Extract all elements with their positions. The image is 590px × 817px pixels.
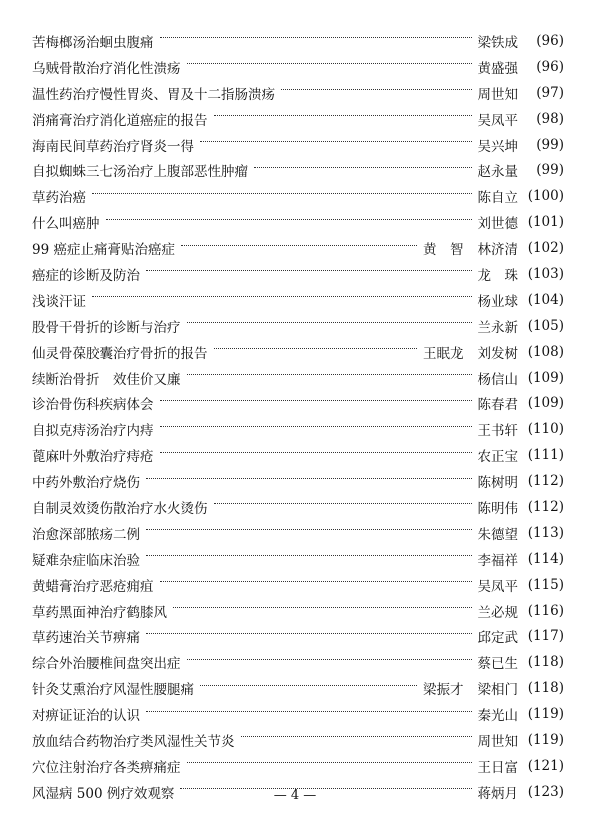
toc-entry <box>32 442 564 468</box>
toc-entry <box>32 313 564 339</box>
dot-leader <box>187 762 472 763</box>
entry-title: 草药黑面神治疗鹤膝风 <box>32 604 167 621</box>
entry-title: 疑难杂症临床治验 <box>32 552 140 569</box>
entry-title: 海南民间草药治疗肾炎一得 <box>32 138 194 155</box>
toc-entry <box>32 572 564 598</box>
entry-title: 苦梅榔汤治蛔虫腹痛 <box>32 34 154 51</box>
dot-leader <box>241 736 472 737</box>
entry-page: (121) <box>527 757 564 774</box>
table-of-contents <box>32 28 564 805</box>
toc-entry <box>32 132 564 158</box>
dot-leader <box>160 581 472 582</box>
entry-title: 99 癌症止痛膏贴治癌症 <box>32 242 175 259</box>
dot-leader <box>281 89 472 90</box>
dot-leader <box>187 374 472 375</box>
entry-author: 吴凤平 <box>477 578 518 595</box>
entry-title: 黄蜡膏治疗恶疮痈疽 <box>32 578 154 595</box>
toc-entry <box>32 339 564 365</box>
entry-page: (110) <box>527 421 564 438</box>
dot-leader <box>160 400 472 401</box>
entry-author: 周世知 <box>477 86 518 103</box>
entry-coauthor: 黄 智 <box>423 242 464 259</box>
entry-title: 浅谈汗证 <box>32 293 86 310</box>
entry-page: (103) <box>527 265 564 282</box>
dot-leader <box>214 115 472 116</box>
entry-page: (119) <box>527 706 564 723</box>
entry-page: (118) <box>527 654 564 671</box>
entry-author: 吴兴坤 <box>477 138 518 155</box>
entry-author: 兰必规 <box>477 604 518 621</box>
entry-page: (118) <box>527 680 564 697</box>
entry-author: 农正宝 <box>477 449 518 466</box>
entry-title: 针灸艾熏治疗风湿性腰腿痛 <box>32 682 194 699</box>
entry-title: 续断治骨折 效佳价又廉 <box>32 371 181 388</box>
entry-author: 朱德望 <box>477 526 518 543</box>
dot-leader <box>214 348 418 349</box>
entry-page: (98) <box>536 110 564 127</box>
entry-author: 黄盛强 <box>477 60 518 77</box>
dot-leader <box>160 426 472 427</box>
dot-leader <box>173 607 472 608</box>
toc-entry <box>32 106 564 132</box>
toc-entry <box>32 157 564 183</box>
entry-page: (100) <box>527 188 564 205</box>
toc-entry <box>32 261 564 287</box>
dot-leader <box>106 219 472 220</box>
entry-title: 综合外治腰椎间盘突出症 <box>32 656 181 673</box>
toc-entry <box>32 494 564 520</box>
toc-entry <box>32 365 564 391</box>
page-number: — 4 — <box>273 788 317 803</box>
toc-entry <box>32 623 564 649</box>
entry-title: 自制灵效烫伤散治疗水火烫伤 <box>32 500 208 517</box>
entry-author: 杨业球 <box>477 293 518 310</box>
entry-page: (119) <box>527 731 564 748</box>
entry-author: 赵永量 <box>477 164 518 181</box>
entry-author: 林济清 <box>477 242 518 259</box>
dot-leader <box>92 296 472 297</box>
dot-leader <box>146 529 472 530</box>
entry-author: 梁铁成 <box>477 34 518 51</box>
entry-title: 风湿病 500 例疗效观察 <box>32 785 175 802</box>
entry-author: 蔡已生 <box>477 656 518 673</box>
entry-title: 乌贼骨散治疗消化性溃疡 <box>32 60 181 77</box>
dot-leader <box>146 478 472 479</box>
toc-entry <box>32 675 564 701</box>
dot-leader <box>254 167 472 168</box>
dot-leader <box>187 322 472 323</box>
toc-entry <box>32 235 564 261</box>
entry-title: 消痛膏治疗消化道癌症的报告 <box>32 112 208 129</box>
entry-title: 诊治骨伤科疾病体会 <box>32 397 154 414</box>
toc-entry <box>32 28 564 54</box>
entry-title: 蓖麻叶外敷治疗痔疮 <box>32 449 154 466</box>
entry-author: 蒋炳月 <box>477 785 518 802</box>
entry-author: 刘世德 <box>477 216 518 233</box>
entry-title: 放血结合药物治疗类风湿性关节炎 <box>32 733 235 750</box>
entry-title: 什么叫癌肿 <box>32 216 100 233</box>
toc-entry <box>32 546 564 572</box>
dot-leader <box>146 555 472 556</box>
entry-author: 邱定武 <box>477 630 518 647</box>
entry-page: (112) <box>527 473 564 490</box>
toc-entry <box>32 649 564 675</box>
entry-title: 草药治癌 <box>32 190 86 207</box>
dot-leader <box>160 37 472 38</box>
entry-title: 对痹证证治的认识 <box>32 708 140 725</box>
entry-page: (109) <box>527 395 564 412</box>
dot-leader <box>146 270 472 271</box>
entry-coauthor: 梁振才 <box>423 682 464 699</box>
entry-page: (99) <box>536 136 564 153</box>
entry-page: (96) <box>536 32 564 49</box>
entry-page: (99) <box>536 162 564 179</box>
entry-author: 刘发树 <box>477 345 518 362</box>
toc-entry <box>32 598 564 624</box>
entry-author: 王日富 <box>477 759 518 776</box>
toc-entry <box>32 416 564 442</box>
entry-page: (109) <box>527 369 564 386</box>
dot-leader <box>187 659 472 660</box>
dot-leader <box>214 503 472 504</box>
dot-leader <box>160 452 472 453</box>
entry-page: (113) <box>527 524 564 541</box>
entry-author: 兰永新 <box>477 319 518 336</box>
entry-page: (105) <box>527 317 564 334</box>
entry-title: 自拟蜘蛛三七汤治疗上腹部恶性肿瘤 <box>32 164 248 181</box>
toc-entry <box>32 520 564 546</box>
dot-leader <box>200 685 417 686</box>
entry-page: (97) <box>536 84 564 101</box>
entry-author: 秦光山 <box>477 708 518 725</box>
entry-title: 股骨干骨折的诊断与治疗 <box>32 319 181 336</box>
entry-title: 穴位注射治疗各类痹痛症 <box>32 759 181 776</box>
toc-entry <box>32 390 564 416</box>
entry-page: (102) <box>527 240 564 257</box>
toc-entry <box>32 80 564 106</box>
toc-entry <box>32 468 564 494</box>
entry-author: 杨信山 <box>477 371 518 388</box>
entry-page: (112) <box>527 498 564 515</box>
entry-page: (104) <box>527 291 564 308</box>
dot-leader <box>146 633 472 634</box>
entry-author: 陈明伟 <box>477 500 518 517</box>
dot-leader <box>187 63 472 64</box>
dot-leader <box>200 141 472 142</box>
toc-entry <box>32 701 564 727</box>
entry-author: 龙 珠 <box>477 267 518 284</box>
entry-author: 王书轩 <box>477 423 518 440</box>
entry-page: (108) <box>527 343 564 360</box>
dot-leader <box>146 711 472 712</box>
toc-entry <box>32 209 564 235</box>
entry-page: (114) <box>527 550 564 567</box>
entry-page: (116) <box>527 602 564 619</box>
toc-entry <box>32 727 564 753</box>
entry-title: 温性药治疗慢性胃炎、胃及十二指肠溃疡 <box>32 86 275 103</box>
entry-title: 草药速治关节痹痛 <box>32 630 140 647</box>
toc-entry <box>32 183 564 209</box>
entry-page: (117) <box>527 628 564 645</box>
entry-page: (123) <box>527 783 564 800</box>
entry-page: (101) <box>527 214 564 231</box>
entry-title: 仙灵骨葆胶囊治疗骨折的报告 <box>32 345 208 362</box>
toc-entry <box>32 54 564 80</box>
entry-title: 癌症的诊断及防治 <box>32 267 140 284</box>
entry-title: 自拟克痔汤治疗内痔 <box>32 423 154 440</box>
entry-author: 陈自立 <box>477 190 518 207</box>
entry-author: 梁相门 <box>477 682 518 699</box>
entry-title: 治愈深部脓疡二例 <box>32 526 140 543</box>
entry-author: 陈春君 <box>477 397 518 414</box>
entry-author: 陈树明 <box>477 475 518 492</box>
entry-page: (115) <box>527 576 564 593</box>
entry-author: 李福祥 <box>477 552 518 569</box>
entry-page: (111) <box>527 447 564 464</box>
toc-entry <box>32 287 564 313</box>
entry-page: (96) <box>536 58 564 75</box>
dot-leader <box>92 193 472 194</box>
entry-author: 吴凤平 <box>477 112 518 129</box>
toc-entry <box>32 753 564 779</box>
entry-coauthor: 王眠龙 <box>423 345 464 362</box>
entry-title: 中药外敷治疗烧伤 <box>32 475 140 492</box>
entry-author: 周世知 <box>477 733 518 750</box>
dot-leader <box>181 245 417 246</box>
